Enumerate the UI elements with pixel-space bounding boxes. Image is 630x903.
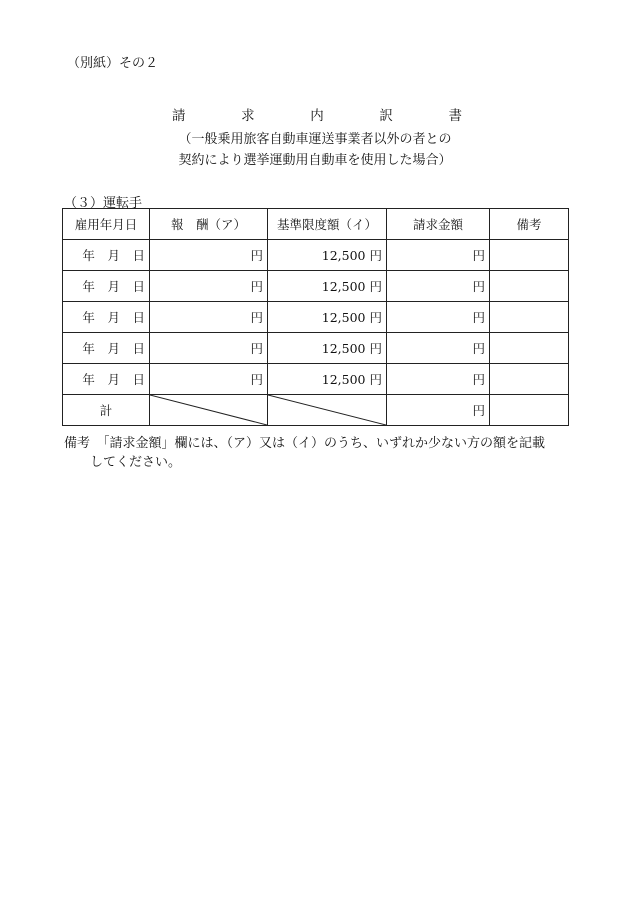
claim-amount-cell[interactable] <box>387 302 490 333</box>
diagonal-line <box>268 395 386 425</box>
date-month-unit: 月 <box>107 341 120 356</box>
date-day-unit: 日 <box>132 310 145 325</box>
title-char: 内 <box>310 108 324 124</box>
yen-unit: 円 <box>250 341 263 356</box>
subtitle-line-2: 契約により選挙運動用自動車を使用した場合） <box>178 153 452 168</box>
remarks-cell[interactable] <box>490 364 569 395</box>
section-label: （３）運転手 <box>64 196 143 211</box>
standard-limit-cell <box>268 302 387 333</box>
date-month-unit: 月 <box>107 279 120 294</box>
date-year-unit: 年 <box>82 310 95 325</box>
date-month-unit: 月 <box>107 310 120 325</box>
yen-unit: 円 <box>472 310 485 325</box>
note-line-1: 備考 「請求金額」欄には、（ア）又は（イ）のうち、いずれか少ない方の額を記載 <box>64 436 546 451</box>
header-claim-amount: 請求金額 <box>387 209 490 240</box>
employment-date-cell[interactable] <box>63 271 150 302</box>
table-row <box>63 302 569 333</box>
yen-unit: 円 <box>472 372 485 387</box>
date-day-unit: 日 <box>132 279 145 294</box>
yen-unit: 円 <box>472 341 485 356</box>
remarks-cell[interactable] <box>490 240 569 271</box>
yen-unit: 円 <box>472 248 485 263</box>
diagonal-line <box>150 395 267 425</box>
date-year-unit: 年 <box>82 279 95 294</box>
yen-unit: 円 <box>250 248 263 263</box>
subtitle-line-1: （一般乗用旅客自動車運送事業者以外の者との <box>178 132 452 147</box>
claim-amount-cell[interactable] <box>387 240 490 271</box>
standard-limit-cell <box>268 240 387 271</box>
table-row <box>63 240 569 271</box>
employment-date-cell[interactable] <box>63 240 150 271</box>
remuneration-cell[interactable] <box>150 271 268 302</box>
remuneration-cell[interactable] <box>150 333 268 364</box>
header-remarks: 備考 <box>490 209 569 240</box>
date-day-unit: 日 <box>132 341 145 356</box>
header-standard-limit: 基準限度額（イ） <box>268 209 387 240</box>
claim-table <box>62 208 569 426</box>
table-row <box>63 333 569 364</box>
document-title <box>172 104 462 124</box>
remarks-cell[interactable] <box>490 271 569 302</box>
yen-unit: 円 <box>250 279 263 294</box>
yen-unit: 円 <box>472 279 485 294</box>
limit-value: 12,500 <box>321 372 366 387</box>
date-day-unit: 日 <box>132 372 145 387</box>
employment-date-cell[interactable] <box>63 302 150 333</box>
employment-date-cell[interactable] <box>63 364 150 395</box>
limit-value: 12,500 <box>321 279 366 294</box>
claim-total-cell[interactable] <box>387 395 490 426</box>
page-label: （別紙）その２ <box>67 56 159 71</box>
yen-unit: 円 <box>369 279 382 294</box>
employment-date-cell[interactable] <box>63 333 150 364</box>
date-month-unit: 月 <box>107 372 120 387</box>
header-employment-date: 雇用年月日 <box>63 209 150 240</box>
remuneration-total-cell <box>150 395 268 426</box>
date-year-unit: 年 <box>82 372 95 387</box>
note <box>64 434 574 472</box>
title-char: 書 <box>448 108 462 124</box>
yen-unit: 円 <box>369 310 382 325</box>
claim-amount-cell[interactable] <box>387 333 490 364</box>
total-row <box>63 395 569 426</box>
remuneration-cell[interactable] <box>150 240 268 271</box>
total-label: 計 <box>63 395 150 426</box>
yen-unit: 円 <box>369 248 382 263</box>
yen-unit: 円 <box>472 403 485 418</box>
remuneration-cell[interactable] <box>150 364 268 395</box>
title-char: 求 <box>241 108 255 124</box>
date-month-unit: 月 <box>107 248 120 263</box>
limit-value: 12,500 <box>321 310 366 325</box>
table-row <box>63 364 569 395</box>
claim-amount-cell[interactable] <box>387 364 490 395</box>
yen-unit: 円 <box>250 372 263 387</box>
date-year-unit: 年 <box>82 341 95 356</box>
header-remuneration: 報 酬（ア） <box>150 209 268 240</box>
remarks-total-cell[interactable] <box>490 395 569 426</box>
remarks-cell[interactable] <box>490 333 569 364</box>
standard-limit-cell <box>268 333 387 364</box>
limit-value: 12,500 <box>321 248 366 263</box>
limit-total-cell <box>268 395 387 426</box>
table-row <box>63 271 569 302</box>
limit-value: 12,500 <box>321 341 366 356</box>
standard-limit-cell <box>268 271 387 302</box>
standard-limit-cell <box>268 364 387 395</box>
date-year-unit: 年 <box>82 248 95 263</box>
claim-amount-cell[interactable] <box>387 271 490 302</box>
yen-unit: 円 <box>369 372 382 387</box>
date-day-unit: 日 <box>132 248 145 263</box>
yen-unit: 円 <box>250 310 263 325</box>
note-line-2: してください。 <box>90 455 182 470</box>
table-header-row <box>63 209 569 240</box>
remarks-cell[interactable] <box>490 302 569 333</box>
title-char: 訳 <box>379 108 393 124</box>
title-char: 請 <box>172 108 186 124</box>
yen-unit: 円 <box>369 341 382 356</box>
remuneration-cell[interactable] <box>150 302 268 333</box>
